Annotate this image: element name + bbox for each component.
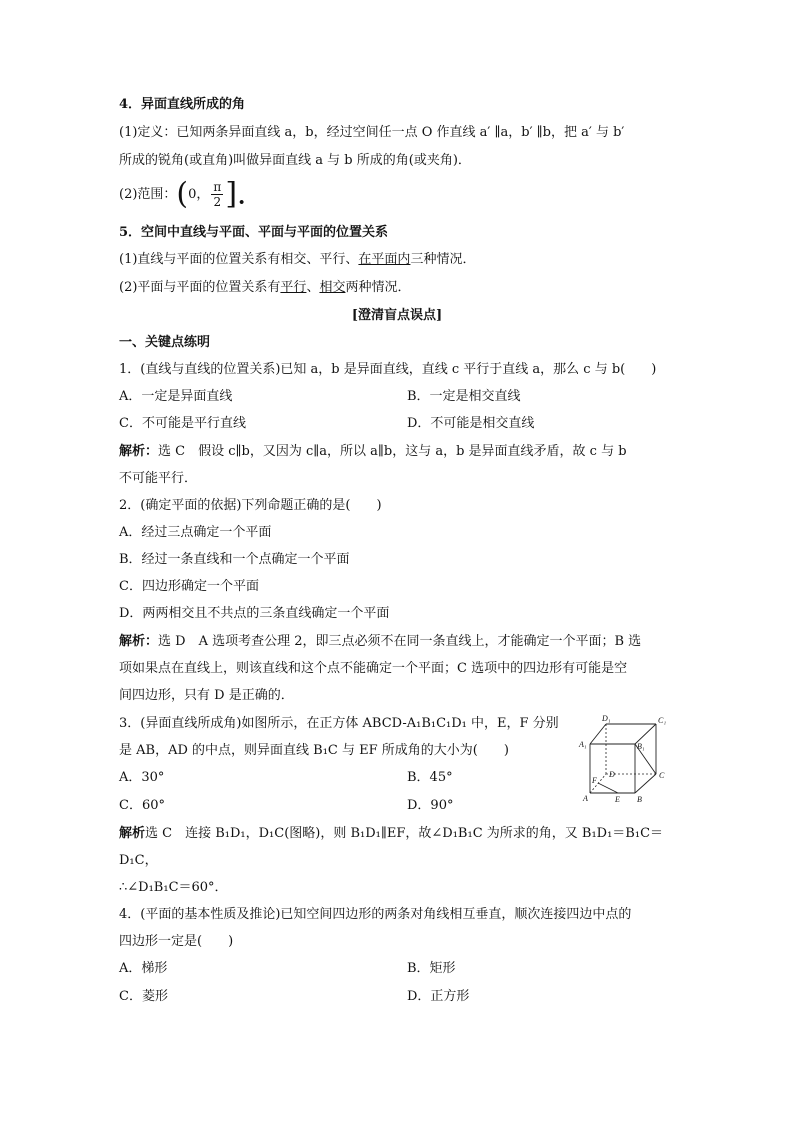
section4-heading: 4．异面直线所成的角 [119, 97, 246, 112]
line2-text: (2)平面与平面的位置关系有 [119, 280, 281, 295]
segment-ef [598, 783, 618, 793]
range-close-bracket: ]． [225, 176, 268, 212]
label-b1: B₁ [637, 742, 645, 751]
label-d1: D₁ [602, 714, 611, 723]
edge-b1c1 [635, 724, 656, 744]
q4-option-d: D．正方形 [407, 989, 470, 1004]
range-label: (2)范围： [119, 187, 177, 202]
label-e: E [615, 795, 620, 804]
label-a1: A₁ [579, 740, 587, 749]
q1-option-d: D．不可能是相交直线 [407, 416, 535, 431]
q1-option-c: C．不可能是平行直线 [119, 416, 246, 431]
solution-text: 选 C 假设 c∥b，又因为 c∥a，所以 a∥b，这与 a，b 是异面直线矛盾，故 c 与 b [158, 444, 627, 459]
solution-text: 选 D A 选项考查公理 2，即三点必须不在同一条直线上，才能确定一个平面；B 选 [158, 634, 642, 649]
q3-option-c: C．60° [119, 798, 165, 813]
q3-option-b: B．45° [407, 770, 453, 785]
q1-option-a: A．一定是异面直线 [119, 389, 233, 404]
q4-option-b: B．矩形 [407, 961, 456, 976]
line2-tail: 两种情况． [345, 280, 411, 295]
section4-definition-line1: (1)定义：已知两条异面直线 a，b，经过空间任一点 O 作直线 a′ ∥a，b′ ∥b，把 a′ 与 b′ [119, 125, 625, 140]
q2-solution-line2: 项如果点在直线上，则该直线和这个点不能确定一个平面；C 选项中的四边形有可能是空 [119, 661, 628, 676]
q2-solution-line3: 间四边形，只有 D 是正确的． [119, 688, 294, 703]
q2-option-c: C．四边形确定一个平面 [119, 579, 259, 594]
q1-stem: 1．(直线与直线的位置关系)已知 a，b 是异面直线，直线 c 平行于直线 a，那么 c 与 b( ) [119, 362, 657, 377]
section4-range [119, 178, 267, 212]
solution-text: 选 C 连接 B₁D₁，D₁C(图略)，则 B₁D₁∥EF，故∠D₁B₁C 为所求的角，又 B₁D₁＝B₁C＝ [145, 826, 664, 841]
q4-stem-line1: 4．(平面的基本性质及推论)已知空间四边形的两条对角线相互垂直，顺次连接四边中点的 [119, 907, 632, 922]
q4-option-c: C．菱形 [119, 989, 168, 1004]
underlined-answer: 相交 [319, 280, 346, 295]
solution-label: 解析： [119, 444, 159, 459]
solution-label: 解析 [119, 826, 146, 841]
section5-line1 [119, 251, 475, 269]
underlined-answer: 平行 [280, 280, 307, 295]
cube-figure [578, 710, 678, 810]
section5-heading: 5．空间中直线与平面、平面与平面的位置关系 [119, 225, 389, 240]
underlined-answer: 在平面内 [358, 252, 411, 267]
q2-option-a: A．经过三点确定一个平面 [119, 525, 272, 540]
q3-stem-line1: 3．(异面直线所成角)如图所示，在正方体 ABCD-A₁B₁C₁D₁ 中，E，F 分别 [119, 716, 559, 731]
line1-text: (1)直线与平面的位置关系有相交、平行、 [119, 252, 359, 267]
label-f: F [592, 776, 597, 785]
edge-a1d1 [590, 724, 606, 744]
fraction-denominator: 2 [213, 195, 222, 209]
solution-label: 解析： [119, 634, 159, 649]
label-c1: C₁ [658, 716, 667, 725]
q3-option-d: D．90° [407, 798, 454, 813]
q3-solution-line3: ∴∠D₁B₁C＝60°． [119, 880, 228, 895]
q3-solution-line2: D₁C， [119, 853, 158, 868]
q4-stem-line2: 四边形一定是( ) [119, 934, 234, 949]
range-open-paren: ( [176, 176, 189, 212]
fraction-numerator: π [213, 180, 222, 194]
range-zero: 0， [188, 187, 210, 202]
q3-solution-line1 [119, 825, 663, 843]
q2-solution-line1 [119, 633, 641, 651]
label-a: A [583, 794, 588, 803]
q2-option-d: D．两两相交且不共点的三条直线确定一个平面 [119, 606, 390, 621]
label-b: B [637, 795, 642, 804]
q1-solution-line1 [119, 443, 627, 461]
q1-solution-line2: 不可能平行． [119, 471, 198, 486]
q3-option-a: A．30° [119, 770, 165, 785]
pi-over-2-fraction [211, 180, 223, 209]
edge-bc [635, 774, 656, 793]
q1-option-b: B．一定是相交直线 [407, 389, 521, 404]
separator: 、 [306, 280, 320, 295]
drill-title: 一、关键点练明 [119, 335, 211, 350]
section5-line2 [119, 279, 410, 297]
label-c: C [659, 771, 665, 780]
section4-definition-line2: 所成的锐角(或直角)叫做异面直线 a 与 b 所成的角(或夹角)． [119, 153, 471, 168]
label-d: D [609, 770, 615, 779]
q2-option-b: B．经过一条直线和一个点确定一个平面 [119, 552, 350, 567]
q2-stem: 2．(确定平面的依据)下列命题正确的是( ) [119, 498, 382, 513]
q4-option-a: A．梯形 [119, 961, 168, 976]
clarify-title: [澄清盲点误点] [351, 308, 443, 323]
line1-tail: 三种情况． [410, 252, 476, 267]
q3-stem-line2: 是 AB，AD 的中点，则异面直线 B₁C 与 EF 所成角的大小为( ) [119, 743, 509, 758]
